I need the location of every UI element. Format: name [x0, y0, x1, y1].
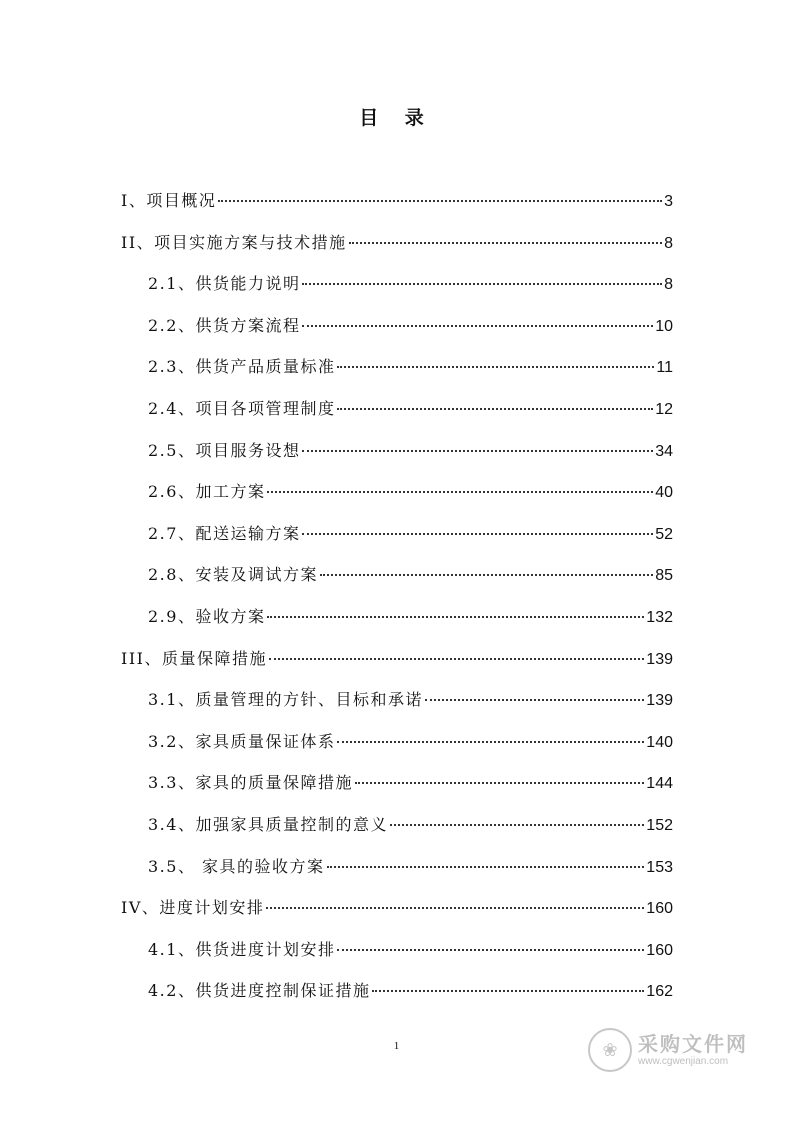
toc-entry[interactable] — [148, 979, 673, 1003]
toc-entry-page: 144 — [646, 775, 673, 793]
toc-leader-dots — [266, 907, 644, 909]
toc-entry-label: 2.8、安装及调试方案 — [148, 565, 318, 585]
watermark-name: 采购文件网 — [638, 1032, 748, 1056]
toc-entry-label: 3.5、 家具的验收方案 — [148, 856, 325, 876]
toc-leader-dots — [302, 450, 653, 452]
page-number: 1 — [393, 1040, 400, 1052]
toc-entry[interactable] — [148, 855, 673, 879]
toc-leader-dots — [355, 782, 644, 784]
toc-entry[interactable] — [148, 522, 673, 546]
toc-leader-dots — [302, 325, 653, 327]
toc-entry-label: II、项目实施方案与技术措施 — [121, 232, 347, 252]
toc-entry-label: 2.6、加工方案 — [148, 482, 266, 502]
toc-entry-page: 11 — [656, 359, 673, 377]
toc-leader-dots — [390, 824, 644, 826]
toc-entry-label: 2.2、供货方案流程 — [148, 315, 301, 335]
toc-entry[interactable] — [148, 355, 673, 379]
toc-leader-dots — [337, 949, 644, 951]
toc-entry-label: 3.4、加强家具质量控制的意义 — [148, 815, 388, 834]
toc-entry[interactable] — [148, 439, 673, 463]
toc-entry[interactable] — [121, 189, 673, 213]
toc-entry[interactable] — [121, 231, 673, 255]
toc-entry[interactable] — [148, 272, 673, 296]
toc-entry-page: 8 — [664, 234, 673, 252]
toc-leader-dots — [267, 616, 644, 618]
toc-entry[interactable] — [148, 813, 673, 837]
toc-leader-dots — [218, 200, 662, 202]
toc-entry[interactable] — [148, 397, 673, 421]
toc-entry-label: 3.2、家具质量保证体系 — [148, 731, 336, 751]
toc-entry-label: 4.1、供货进度计划安排 — [148, 939, 336, 959]
toc-entry-page: 40 — [655, 484, 673, 502]
toc-entry[interactable] — [148, 938, 673, 962]
toc-leader-dots — [269, 658, 644, 660]
toc-entry-page: 139 — [646, 692, 673, 710]
toc-leader-dots — [425, 699, 644, 701]
toc-entry-page: 10 — [655, 317, 673, 335]
toc-entry-page: 52 — [655, 525, 673, 543]
toc-entry-page: 34 — [655, 442, 673, 460]
toc-entry-page: 160 — [646, 900, 673, 918]
toc-leader-dots — [327, 866, 645, 868]
watermark-text — [638, 1032, 748, 1068]
toc-entry-label: 3.3、家具的质量保障措施 — [148, 773, 353, 793]
toc-entry-page: 153 — [646, 858, 673, 876]
toc-entry[interactable] — [148, 688, 673, 712]
toc-entry-label: 2.7、配送运输方案 — [148, 523, 301, 543]
toc-entry-label: 2.1、供货能力说明 — [148, 274, 301, 294]
toc-entry-label: I、项目概况 — [121, 191, 217, 210]
toc-entry-label: 2.5、项目服务设想 — [148, 440, 301, 460]
toc-entry-page: 139 — [646, 650, 673, 668]
toc-entry-label: III、质量保障措施 — [121, 648, 267, 668]
toc-entry[interactable] — [148, 730, 673, 754]
toc-entry-page: 8 — [664, 276, 673, 294]
toc-entry-page: 3 — [664, 193, 673, 210]
toc-leader-dots — [337, 366, 654, 368]
toc-leader-dots — [302, 283, 662, 285]
toc-leader-dots — [372, 990, 644, 992]
toc-entry-page: 160 — [646, 941, 673, 959]
toc-entry[interactable] — [121, 647, 673, 671]
toc-entry-label: 2.9、验收方案 — [148, 607, 266, 626]
toc-entry[interactable] — [148, 771, 673, 795]
toc-leader-dots — [320, 574, 653, 576]
toc-leader-dots — [267, 491, 653, 493]
toc-leader-dots — [302, 533, 653, 535]
watermark-url: www.cgwenjian.com — [638, 1056, 729, 1067]
toc-leader-dots — [337, 408, 653, 410]
toc-entry[interactable] — [148, 314, 673, 338]
toc-leader-dots — [349, 242, 662, 244]
toc-entry[interactable] — [148, 605, 673, 629]
toc-leader-dots — [337, 741, 644, 743]
toc-entry[interactable] — [148, 563, 673, 587]
toc-entry-page: 85 — [655, 567, 673, 585]
toc-entry-label: 2.3、供货产品质量标准 — [148, 357, 336, 377]
cgwenjian-logo-icon: ❀ — [588, 1028, 632, 1072]
toc-entry-label: 4.2、供货进度控制保证措施 — [148, 981, 371, 1001]
toc-entry-label: 3.1、质量管理的方针、目标和承诺 — [148, 690, 423, 710]
toc-entry-page: 132 — [646, 609, 673, 626]
toc-entry-page: 140 — [646, 733, 673, 751]
toc-entry-page: 162 — [646, 983, 673, 1001]
toc-entry-label: IV、进度计划安排 — [121, 898, 265, 918]
toc-entry-label: 2.4、项目各项管理制度 — [148, 399, 336, 418]
toc-entry-page: 12 — [655, 401, 673, 418]
toc-entry[interactable] — [148, 480, 673, 504]
page-title: 目 录 — [359, 107, 434, 129]
watermark — [588, 1026, 758, 1074]
toc-entry[interactable] — [121, 896, 673, 920]
toc-entry-page: 152 — [646, 817, 673, 834]
